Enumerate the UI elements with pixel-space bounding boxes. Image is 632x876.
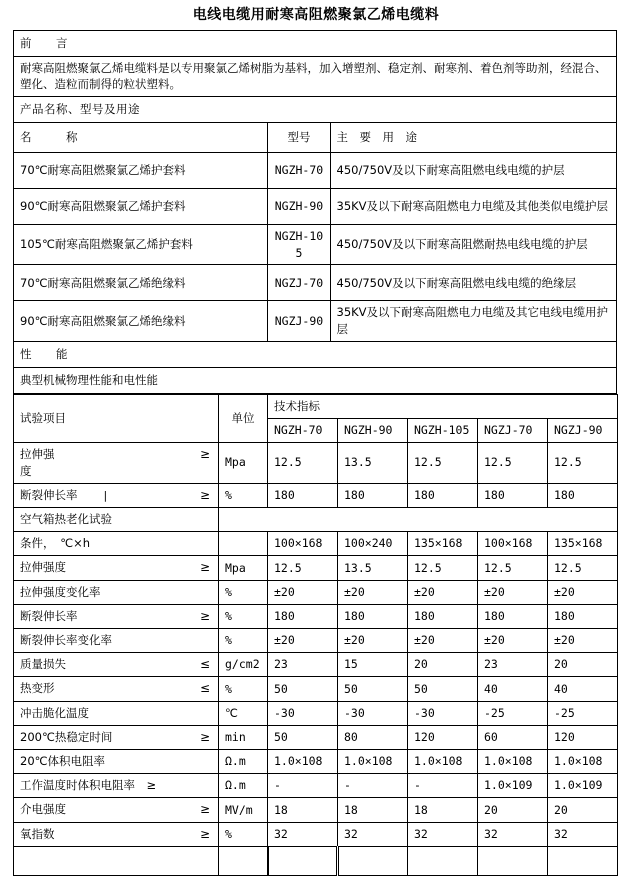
product-col-name: 名 称	[14, 123, 268, 153]
perf-value	[408, 846, 478, 875]
table-row	[14, 225, 617, 265]
product-name: 70℃耐寒高阻燃聚氯乙烯绝缘料	[14, 265, 268, 301]
perf-value: -	[408, 774, 478, 798]
perf-value: 135×168	[408, 532, 478, 556]
product-section-heading: 产品名称、型号及用途	[20, 102, 140, 117]
perf-value: 180	[338, 483, 408, 507]
perf-value: 180	[548, 483, 618, 507]
perf-unit: min	[219, 725, 268, 749]
perf-value: 23	[478, 653, 548, 677]
perf-value: 180	[548, 604, 618, 628]
comparison-symbol: ≥	[199, 487, 210, 502]
product-use: 450/750V及以下耐寒高阻燃耐热电线电缆的护层	[330, 225, 617, 265]
performance-subheading-cell: 典型机械物理性能和电性能	[14, 367, 617, 393]
perf-item-cell: 条件， ℃×h	[14, 532, 219, 556]
perf-model-2: NGZH-105	[408, 418, 478, 442]
perf-value: 32	[268, 822, 338, 846]
perf-unit: g/cm2	[219, 653, 268, 677]
perf-value: 180	[478, 604, 548, 628]
perf-model-1: NGZH-90	[338, 418, 408, 442]
perf-item-cell	[14, 483, 219, 507]
perf-value: ±20	[338, 629, 408, 653]
perf-item-cell	[14, 701, 219, 725]
perf-value: -25	[478, 701, 548, 725]
perf-value: 40	[548, 677, 618, 701]
perf-unit: Ω.m	[219, 774, 268, 798]
perf-value: 12.5	[268, 556, 338, 580]
product-header-row	[14, 123, 617, 153]
perf-value	[478, 846, 548, 875]
perf-value: 1.0×108	[478, 750, 548, 774]
perf-model-3: NGZJ-70	[478, 418, 548, 442]
perf-value: ±20	[478, 629, 548, 653]
table-row	[14, 774, 618, 798]
perf-item-label-line2: 度	[20, 463, 32, 478]
perf-value: 12.5	[548, 442, 618, 483]
perf-value: 12.5	[408, 442, 478, 483]
perf-value: 80	[338, 725, 408, 749]
table-row	[14, 798, 618, 822]
perf-item-label: 断裂伸长率变化率	[20, 633, 112, 648]
table-row	[14, 701, 618, 725]
perf-item-cell: 工作温度时体积电阻率 ≥	[14, 774, 219, 798]
table-row	[14, 653, 618, 677]
perf-item-cell	[14, 653, 219, 677]
perf-value: 32	[408, 822, 478, 846]
comparison-symbol: ≥	[199, 729, 210, 744]
perf-col-unit: 单位	[219, 394, 268, 442]
comparison-symbol: ≤	[199, 681, 210, 696]
preface-heading-row	[14, 30, 617, 56]
performance-heading-row	[14, 341, 617, 367]
perf-value: 12.5	[478, 442, 548, 483]
perf-value: 20	[548, 798, 618, 822]
perf-value: 20	[408, 653, 478, 677]
table-row	[14, 508, 618, 532]
perf-item-cell: 空气箱热老化试验	[14, 508, 219, 532]
product-use: 35KV及以下耐寒高阻燃电力电缆及其它电线电缆用护层	[330, 301, 617, 341]
perf-value: 180	[338, 604, 408, 628]
perf-value: 15	[338, 653, 408, 677]
perf-value: 50	[338, 677, 408, 701]
perf-value: 20	[548, 653, 618, 677]
perf-item-cell	[14, 822, 219, 846]
product-col-use: 主 要 用 途	[330, 123, 617, 153]
pipe-artifact: |	[103, 488, 108, 502]
perf-value: 40	[478, 677, 548, 701]
perf-value: -30	[268, 701, 338, 725]
perf-value: ±20	[338, 580, 408, 604]
perf-value: 100×168	[478, 532, 548, 556]
perf-value: ±20	[408, 629, 478, 653]
performance-header-row-1	[14, 394, 618, 418]
table-row	[14, 604, 618, 628]
preface-heading: 前 言	[20, 35, 68, 50]
perf-value: 12.5	[408, 556, 478, 580]
perf-item-cell	[14, 629, 219, 653]
table-row	[14, 442, 618, 483]
perf-unit: ℃	[219, 701, 268, 725]
perf-item-cell	[14, 725, 219, 749]
perf-value: 1.0×108	[408, 750, 478, 774]
table-row	[14, 822, 618, 846]
comparison-symbol: ≥	[199, 608, 210, 623]
product-name: 70℃耐寒高阻燃聚氯乙烯护套料	[14, 153, 268, 189]
perf-item-cell	[14, 580, 219, 604]
perf-item-label: 介电强度	[20, 802, 66, 817]
perf-value: ±20	[408, 580, 478, 604]
table-row	[14, 189, 617, 225]
table-row	[14, 556, 618, 580]
preface-product-table	[13, 30, 617, 394]
perf-value: 100×168	[268, 532, 338, 556]
perf-unit: %	[219, 677, 268, 701]
table-row-blank	[14, 846, 618, 875]
perf-value: 32	[478, 822, 548, 846]
product-name: 105℃耐寒高阻燃聚氯乙烯护套料	[14, 225, 268, 265]
perf-value: 120	[548, 725, 618, 749]
perf-value	[268, 846, 338, 875]
comparison-symbol: ≥	[199, 802, 210, 817]
perf-value: ±20	[548, 629, 618, 653]
perf-value: -	[268, 774, 338, 798]
product-heading-row	[14, 97, 617, 123]
perf-value: -	[338, 774, 408, 798]
perf-value: 12.5	[548, 556, 618, 580]
perf-value: 100×240	[338, 532, 408, 556]
perf-unit: Ω.m	[219, 750, 268, 774]
comparison-symbol: ≥	[199, 826, 210, 841]
table-row	[14, 677, 618, 701]
perf-item-label: 20℃体积电阻率	[20, 754, 106, 769]
perf-value: -30	[338, 701, 408, 725]
performance-subheading-row	[14, 367, 617, 393]
perf-col-item: 试验项目	[14, 394, 219, 442]
product-heading-cell	[14, 97, 617, 123]
perf-item-cell	[14, 846, 219, 875]
product-col-model: 型号	[268, 123, 330, 153]
perf-unit	[219, 846, 268, 875]
perf-unit	[219, 532, 268, 556]
product-use: 450/750V及以下耐寒高阻燃电线电缆的绝缘层	[330, 265, 617, 301]
table-row	[14, 532, 618, 556]
perf-value: 32	[548, 822, 618, 846]
perf-value: 180	[268, 483, 338, 507]
perf-value: 50	[268, 677, 338, 701]
perf-value: 135×168	[548, 532, 618, 556]
perf-item-label: 热变形	[20, 681, 55, 696]
product-model: NGZJ-70	[268, 265, 330, 301]
perf-value: 18	[338, 798, 408, 822]
perf-unit: %	[219, 580, 268, 604]
table-row	[14, 629, 618, 653]
performance-section-heading: 性 能	[20, 346, 68, 361]
perf-item-cell	[14, 750, 219, 774]
page-title: 电线电缆用耐寒高阻燃聚氯乙烯电缆料	[192, 7, 440, 23]
perf-item-label: 拉伸强度	[20, 560, 66, 575]
product-model: NGZH-70	[268, 153, 330, 189]
perf-value: 1.0×108	[548, 750, 618, 774]
table-row	[14, 153, 617, 189]
perf-unit: %	[219, 629, 268, 653]
perf-value: ±20	[268, 580, 338, 604]
perf-value: 23	[268, 653, 338, 677]
preface-heading-cell	[14, 30, 617, 56]
perf-item-label: 拉伸强度变化率	[20, 584, 101, 599]
perf-unit: MV/m	[219, 798, 268, 822]
perf-unit: %	[219, 604, 268, 628]
performance-heading-cell	[14, 341, 617, 367]
product-model: NGZJ-90	[268, 301, 330, 341]
product-name: 90℃耐寒高阻燃聚氯乙烯绝缘料	[14, 301, 268, 341]
perf-value: 180	[478, 483, 548, 507]
perf-item-label: 冲击脆化温度	[20, 705, 89, 720]
comparison-symbol: ≥	[199, 560, 210, 575]
table-row	[14, 483, 618, 507]
perf-item-label: 200℃热稳定时间	[20, 729, 113, 744]
comparison-symbol: ≥	[199, 447, 210, 462]
perf-value: 1.0×109	[548, 774, 618, 798]
perf-item-cell	[14, 556, 219, 580]
perf-value: -30	[408, 701, 478, 725]
perf-value: ±20	[548, 580, 618, 604]
perf-unit: Mpa	[219, 556, 268, 580]
perf-value: 180	[408, 604, 478, 628]
perf-value	[548, 846, 618, 875]
performance-table	[13, 394, 618, 876]
perf-item-label: 断裂伸长率	[20, 608, 78, 623]
perf-value: 120	[408, 725, 478, 749]
product-use: 450/750V及以下耐寒高阻燃电线电缆的护层	[330, 153, 617, 189]
perf-item-label-line1: 拉伸强	[20, 447, 55, 462]
perf-value: 12.5	[478, 556, 548, 580]
perf-value: ±20	[268, 629, 338, 653]
perf-item-cell	[14, 604, 219, 628]
perf-value: ±20	[478, 580, 548, 604]
perf-value: 18	[268, 798, 338, 822]
perf-item-cell	[14, 677, 219, 701]
perf-value: 1.0×108	[268, 750, 338, 774]
perf-model-0: NGZH-70	[268, 418, 338, 442]
product-model: NGZH-90	[268, 189, 330, 225]
table-row	[14, 265, 617, 301]
perf-model-4: NGZJ-90	[548, 418, 618, 442]
perf-value: 18	[408, 798, 478, 822]
perf-value: 1.0×108	[338, 750, 408, 774]
table-row	[14, 580, 618, 604]
perf-value: 32	[338, 822, 408, 846]
perf-value: 1.0×109	[478, 774, 548, 798]
perf-value	[338, 846, 408, 875]
perf-value: 13.5	[338, 556, 408, 580]
perf-value: 60	[478, 725, 548, 749]
perf-item-label: 氧指数	[20, 826, 55, 841]
table-row	[14, 725, 618, 749]
perf-value: 180	[268, 604, 338, 628]
perf-span-cell	[219, 508, 618, 532]
product-model: NGZH-105	[268, 225, 330, 265]
preface-body-cell: 耐寒高阻燃聚氯乙烯电缆料是以专用聚氯乙烯树脂为基料，加入增塑剂、稳定剂、耐寒剂、着色剂等助剂，经混合、塑化、造粒而制得的粒状塑料。	[14, 56, 617, 96]
perf-value: 180	[408, 483, 478, 507]
perf-col-spec: 技术指标	[268, 394, 618, 418]
preface-body-row	[14, 56, 617, 96]
perf-unit: %	[219, 822, 268, 846]
perf-value: -25	[548, 701, 618, 725]
perf-unit: Mpa	[219, 442, 268, 483]
perf-value: 13.5	[338, 442, 408, 483]
perf-value: 12.5	[268, 442, 338, 483]
perf-item-cell	[14, 442, 219, 483]
table-row	[14, 750, 618, 774]
table-row	[14, 301, 617, 341]
comparison-symbol: ≤	[199, 657, 210, 671]
product-use: 35KV及以下耐寒高阻燃电力电缆及其他类似电缆护层	[330, 189, 617, 225]
perf-unit: %	[219, 483, 268, 507]
perf-item-cell	[14, 798, 219, 822]
perf-value: 20	[478, 798, 548, 822]
perf-value: 50	[268, 725, 338, 749]
product-name: 90℃耐寒高阻燃聚氯乙烯护套料	[14, 189, 268, 225]
perf-item-label: 质量损失	[20, 657, 66, 671]
perf-item-label: 断裂伸长率	[20, 487, 78, 502]
perf-value: 50	[408, 677, 478, 701]
